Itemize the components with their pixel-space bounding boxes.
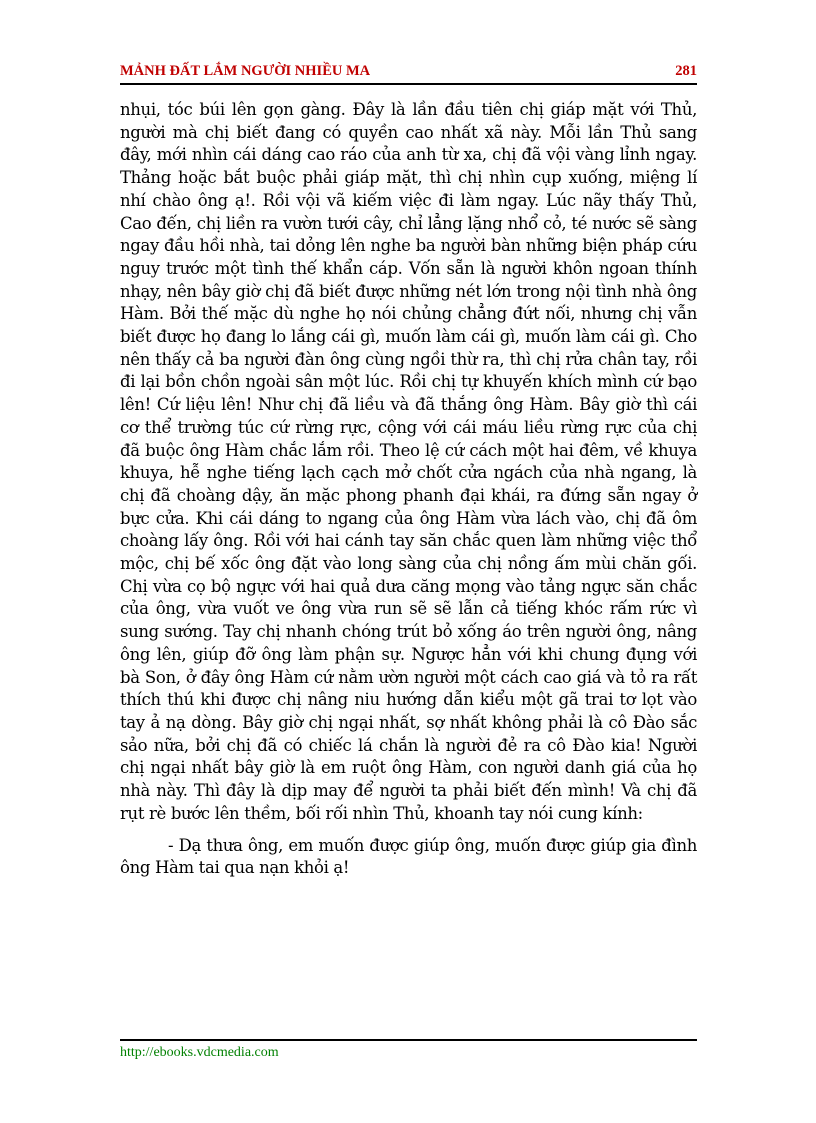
page-header <box>120 63 697 85</box>
footer-link[interactable]: http://ebooks.vdcmedia.com <box>120 1045 279 1060</box>
book-title: MẢNH ĐẤT LẮM NGƯỜI NHIỀU MA <box>120 63 371 79</box>
page-number: 281 <box>675 63 697 79</box>
page-body <box>120 99 697 880</box>
dialogue-paragraph: - Dạ thưa ông, em muốn được giúp ông, muốn được giúp gia đình ông Hàm tai qua nạn khỏi ạ! <box>120 835 697 878</box>
footer-divider <box>120 1039 697 1041</box>
narrative-paragraph: nhụi, tóc búi lên gọn gàng. Đây là lần đầu tiên chị giáp mặt với Thủ, người mà chị biết đang có quyền cao nhất xã này. Mỗi lần Thủ sang đây, mới nhìn cái dáng cao ráo của anh từ xa, chị đã vội vàng lỉnh ngay. Thảng hoặc bắt buộc phải giáp mặt, thì chị nhìn cụp xuống, miệng lí nhí chào ông ạ!. Rồi vội vã kiếm việc đi làm ngay. Lúc nãy thấy Thủ, Cao đến, chị liền ra vườn tưới cây, chỉ lẳng lặng nhổ cỏ, té nước sẽ sàng ngay đầu hồi nhà, tai dỏng lên nghe ba người bàn những biện pháp cứu nguy trước một tình thế khẩn cáp. Vốn sẵn là người khôn ngoan thính nhạy, nên bây giờ chị đã biết được những nét lớn trong nội tình nhà ông Hàm. Bởi thế mặc dù nghe họ nói chủng chẳng đứt nối, nhưng chị vẫn biết được họ đang lo lắng cái gì, muốn làm cái gì, muốn làm cái gì. Cho nên thấy cả ba người đàn ông cùng ngồi thừ ra, thì chị rửa chân tay, rồi đi lại bồn chồn ngoài sân một lúc. Rồi chị tự khuyến khích mình cứ bạo lên! Cứ liệu lên! Như chị đã liều và đã thắng ông Hàm. Bây giờ thì cái cơ thể trường túc cứ rừng rực, cộng với cái máu liều rừng rực của chị đã buộc ông Hàm chắc lắm rồi. Theo lệ cứ cách một hai đêm, về khuya khuya, hễ nghe tiếng lạch cạch mở chốt cửa ngách của nhà ngang, là chị đã choàng dậy, ăn mặc phong phanh đại khái, ra đứng sẵn ngay ở bực cửa. Khi cái dáng to ngang của ông Hàm vừa lách vào, chị đã ôm choàng lấy ông. Rồi với hai cánh tay săn chắc quen làm những việc thổ mộc, chị bế xốc ông đặt vào long sàng của chị nồng ấm mùi chăn gối. Chị vừa cọ bộ ngực với hai quả dưa căng mọng vào tảng ngực săn chắc của ông, vừa vuốt ve ông vừa run sẽ sẽ lẫn cả tiếng khóc rấm rức vì sung sướng. Tay chị nhanh chóng trút bỏ xống áo trên người ông, nâng ông lên, giúp đỡ ông làm phận sự. Ngược hẳn với khi chung đụng với bà Son, ở đây ông Hàm cứ nằm ườn người một cách cao giá và tỏ ra rất thích thú khi được chị nâng niu hướng dẫn kiểu một gã trai tơ lọt vào tay ả nạ dòng. Bây giờ chị ngại nhất, sợ nhất không phải là cô Đào sắc sảo nữa, bởi chị đã có chiếc lá chắn là người đẻ ra cô Đào kia! Người chị ngại nhất bây giờ là em ruột ông Hàm, con người danh giá của họ nhà này. Thì đây là dịp may để người ta phải biết đến mình! Và chị đã rụt rè bước lên thềm, bối rối nhìn Thủ, khoanh tay nói cung kính: <box>120 100 697 823</box>
